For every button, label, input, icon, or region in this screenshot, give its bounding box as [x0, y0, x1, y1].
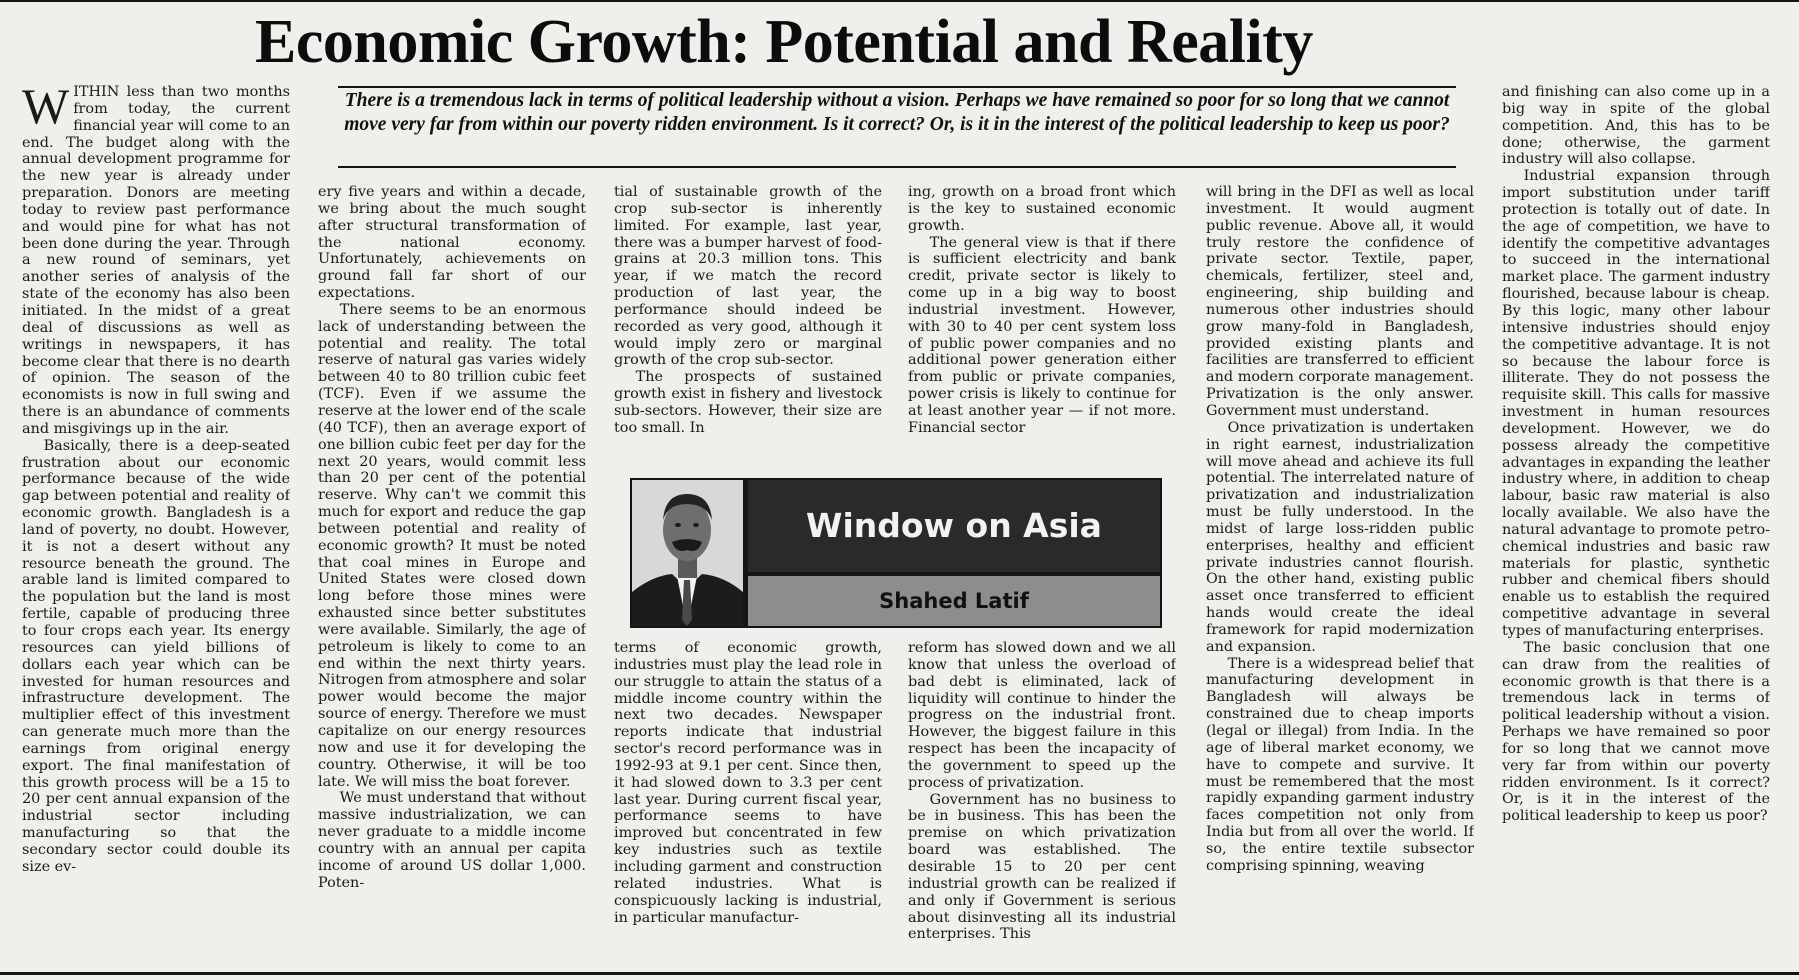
paragraph: There is a widespread belief that manufacturing development in Bangladesh will always be constrained due to cheap imports (legal or illegal) from India. In the age of liberal market economy, we have to compete and survive. It must be remembered that the most rapidly expanding garment industry faces competition not only from India but from all over the world. If so, the entire textile subsector comprising spinning, weaving [1206, 655, 1474, 874]
paragraph: There seems to be an enormous lack of understanding between the potential and reality. The total reserve of natural gas varies widely between 40 to 80 trillion cubic feet (TCF). Even if we assume the reserve at the lower end of the scale (40 TCF), then an average export of one billion cubic feet per day for the next 20 years, would commit less than 20 per cent of the potential reserve. Why can't we commit this much for export and reduce the gap between potential and reality of economic growth? It must be noted that coal mines in Europe and United States were closed down long before those mines were exhausted since better substitutes were available. Similarly, the age of petroleum is likely to come to an end within the next thirty years. Nitrogen from atmosphere and solar power would become the major source of energy. Therefore we must capitalize on our energy resources now and use it for developing the country. Otherwise, it will be too late. We will miss the boat forever. [318, 301, 586, 790]
paragraph: We must understand that without massive industrialization, we can never graduate to a middle income country with an annual per capita income of around US dollar 1,000. Poten- [318, 790, 586, 891]
pullquote-bottom-rule [338, 166, 1456, 168]
author-photo [632, 480, 743, 626]
paragraph [22, 84, 290, 438]
paragraph: Basically, there is a deep-seated frustration about our economic performance because of the wide gap between potential and reality of economic growth. Bangladesh is a land of poverty, no doubt. However, it is not a desert without any resource beneath the ground. The arable land is limited compared to the population but the land is most fertile, capable of producing three to four crops each year. Its energy resources can yield billions of dollars each year which can be invested for human resources and infrastructure development. The multiplier effect of this investment can generate much more than the earnings from original energy export. The final manifestation of this growth process will be a 15 to 20 per cent annual expansion of the industrial sector including manufacturing so that the secondary sector could double its size ev- [22, 437, 290, 875]
column-1 [22, 84, 290, 964]
top-rule [0, 0, 1799, 2]
paragraph: The basic conclusion that one can draw from the realities of economic growth is that there is a tremendous lack in terms of political leadership without a vision. Perhaps we have remained so poor for so long that we cannot move very far from within our poverty ridden environment. Is it correct? Or, is it in the interest of the political leadership to keep us poor? [1502, 639, 1770, 825]
paragraph: The general view is that if there is sufficient electricity and bank credit, private sector is likely to come up in a big way to boost industrial investment. However, with 30 to 40 per cent system loss of public power companies and no additional power generation either from public or private companies, power crisis is likely to continue for at least another year — if not more. Financial sector [908, 234, 1176, 436]
paragraph: Once privatization is undertaken in right earnest, industrialization will move ahead and achieve its full potential. The interrelated nature of privatization and industrialization must be fully understood. In the midst of large loss-ridden public enterprises, healthy and efficient private industries cannot flourish. On the other hand, existing public asset once transferred to efficient hands would create the ideal framework for rapid modernization and expansion. [1206, 419, 1474, 655]
headline: Economic Growth: Potential and Reality [255, 8, 1313, 76]
column-5 [1206, 184, 1474, 966]
column-4-top [908, 184, 1176, 464]
pullquote-top-rule [338, 86, 1456, 88]
column-6 [1502, 84, 1770, 966]
paragraph: The prospects of sustained growth exist in fishery and livestock sub-sectors. However, their size are too small. In [614, 369, 882, 436]
paragraph: Government has no business to be in business. This has been the premise on which privatization board was established. The desirable 15 to 20 per cent industrial growth can be realized if and only if Government is serious about disinvesting all its industrial enterprises. This [908, 791, 1176, 943]
paragraph: ery five years and within a decade, we bring about the much sought after structural transformation of the national economy. Unfortunately, achievements on ground fall far short of our expectations. [318, 184, 586, 302]
paragraph: and finishing can also come up in a big way in spite of the global competition. And, this has to be done; otherwise, the garment industry will also collapse. [1502, 84, 1770, 168]
column-3-top [614, 184, 882, 464]
paragraph: reform has slowed down and we all know that unless the overload of bad debt is eliminated, lack of liquidity will continue to hinder the progress on the industrial front. However, the biggest failure in this respect has been the incapacity of the government to speed up the process of privatization. [908, 640, 1176, 791]
byline: Shahed Latif [748, 576, 1160, 626]
author-portrait-image [632, 480, 743, 626]
column-2 [318, 184, 586, 966]
paragraph: will bring in the DFI as well as local investment. It would augment public revenue. Above all, it would truly restore the confidence of private sector. Textile, paper, chemicals, fertilizer, steel and, engineering, ship building and numerous other industries should grow many-fold in Bangladesh, provided existing plants and facilities are transferred to efficient and modern corporate management. Privatization is the only answer. Government must understand. [1206, 184, 1474, 419]
bottom-rule [0, 972, 1799, 975]
paragraph: tial of sustainable growth of the crop sub-sector is inherently limited. For example, last year, there was a bumper harvest of food-grains at 20.3 million tons. This year, if we match the record production of last year, the performance should indeed be recorded as very good, although it would imply zero or marginal growth of the crop sub-sector. [614, 184, 882, 369]
paragraph: terms of economic growth, industries must play the lead role in our struggle to attain the status of a middle income country within the next two decades. Newspaper reports indicate that industrial sector's record performance was in 1992-93 at 9.1 per cent. Since then, it had slowed down to 3.3 per cent last year. During current fiscal year, performance seems to have improved but concentrated in few key industries such as textile including garment and construction related industries. What is conspicuously lacking is industrial, in particular manufactur- [614, 640, 882, 926]
column-4-bottom [908, 640, 1176, 966]
pull-quote: There is a tremendous lack in terms of political leadership without a vision. Perhaps we have remained so poor for so long that we cannot move very far from within our poverty ridden environment. Is it correct? Or, is it in the interest of the political leadership to keep us poor? [344, 90, 1450, 135]
column-3-bottom [614, 640, 882, 966]
paragraph: ing, growth on a broad front which is the key to sustained economic growth. [908, 184, 1176, 234]
paragraph: Industrial expansion through import substitution under tariff protection is totally out of date. In the age of competition, we have to identify the competitive advantages to succeed in the international market place. The garment industry flourished, because labour is cheap. By this logic, many other labour intensive industries should enjoy the competitive advantage. It is not so because the labour force is illiterate. They do not possess the requisite skill. This calls for massive investment in human resources development. However, we do possess already the competitive advantages in expanding the leather industry where, in addition to cheap labour, basic raw material is also locally available. We also have the natural advantage to promote petro-chemical industries and basic raw materials for plastic, synthetic rubber and chemical fibers should enable us to establish the required competitive advantage in several types of manufacturing enterprises. [1502, 168, 1770, 639]
drop-cap: W [22, 84, 70, 134]
paragraph-text: ITHIN less than two months from today, the current financial year will come to an end. The budget along with the annual development programme for the new year is already under preparation. Donors are meeting today to review past performance and would pine for what has not been done during the year. Through a new round of seminars, yet another series of analysis of the state of the economy has also been initiated. In the midst of a great deal of discussions as well as writings in newspapers, it has become clear that there is no dearth of opinion. The season of the economists is now in full swing and there is an abundance of comments and misgivings up in the air. [22, 84, 290, 437]
column-title: Window on Asia [748, 480, 1160, 572]
